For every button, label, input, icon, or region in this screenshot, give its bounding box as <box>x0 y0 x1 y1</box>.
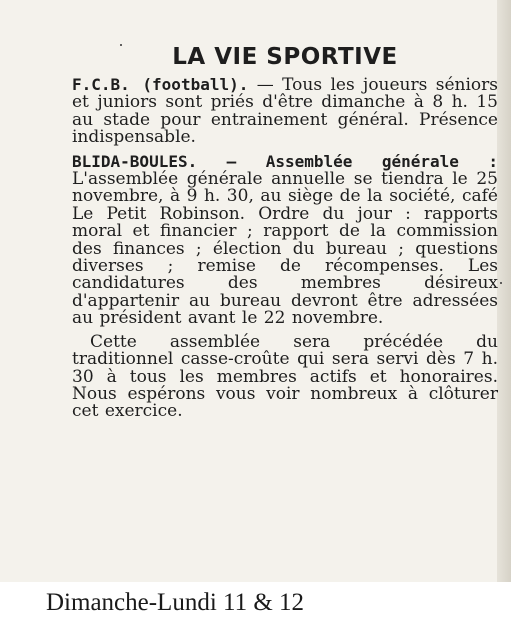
article-column <box>72 42 498 427</box>
paragraph-body: — Tous les joueurs séniors et juniors sont priés d'être dimanche à 8 h. 15 au stade pour entrainement général. Présence indispensable. <box>72 75 498 148</box>
article-paragraph-casse-croute <box>72 331 498 422</box>
paragraph-lead: BLIDA-BOULES. — Assemblée générale : <box>72 151 498 171</box>
article-paragraph-fcb <box>72 76 498 147</box>
paragraph-body: Cette assemblée sera précédée du traditionnel casse-croûte qui sera servi dès 7 h. 30 à tous les membres actifs et honoraires. Nous espérons vous voir nombreux à clôturer cet exercice. <box>72 331 498 422</box>
paragraph-body: L'assemblée générale annuelle se tiendra le 25 novembre, à 9 h. 30, au siège de la société, café Le Petit Robinson. Ordre du jour : rapports moral et financier ; rapport de la commission des finances ; élection du bureau ; questions diverses ; remise de récompenses. Les candidatures des membres désireux d'appartenir au bureau devront être adressées au président avant le 22 novembre. <box>72 169 498 329</box>
date-caption: Dimanche-Lundi 11 & 12 <box>46 589 305 616</box>
page-edge-shadow <box>497 0 511 582</box>
article-paragraph-blida-boules <box>72 153 498 328</box>
print-speck <box>500 282 502 284</box>
paragraph-lead: F.C.B. (football). <box>72 75 249 94</box>
article-headline: LA VIE SPORTIVE <box>172 44 398 70</box>
